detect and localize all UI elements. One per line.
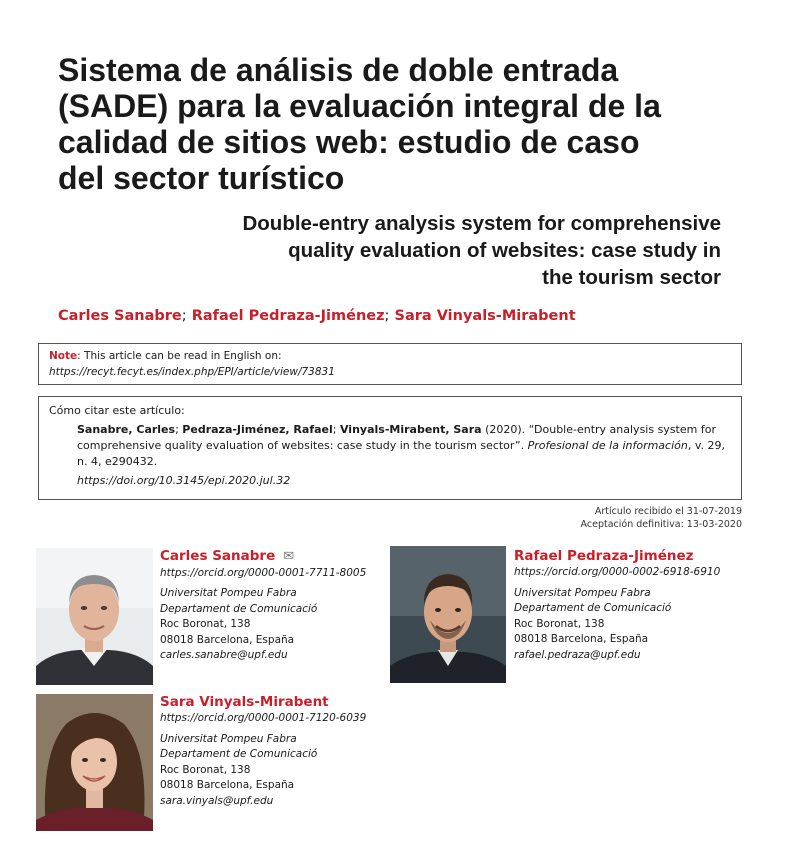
received-date: Artículo recibido el 31-07-2019 — [594, 506, 742, 517]
university: Universitat Pompeu Fabra — [514, 586, 651, 599]
city-address: 08018 Barcelona, España — [514, 633, 649, 645]
author-separator: ; — [181, 308, 187, 324]
title-line: (SADE) para la evaluación integral de la — [58, 88, 661, 124]
note-url-link[interactable]: https://recyt.fecyt.es/index.php/EPI/article/view/73831 — [49, 366, 335, 378]
email-link[interactable]: sara.vinyals@upf.edu — [160, 794, 274, 807]
citation-doi-link[interactable]: https://doi.org/10.3145/epi.2020.jul.32 — [77, 474, 291, 487]
envelope-icon[interactable]: ✉ — [283, 549, 295, 564]
person-name: Sara Vinyals-Mirabent — [160, 694, 329, 710]
title-line: del sector turístico — [58, 160, 345, 196]
title-line: calidad de sitios web: estudio de caso — [58, 124, 640, 160]
author-name[interactable]: Sara Vinyals-Mirabent — [394, 308, 576, 324]
department: Departament de Comunicació — [514, 602, 672, 614]
street-address: Roc Boronat, 138 — [160, 618, 251, 630]
department: Departament de Comunicació — [160, 602, 318, 615]
author-card-carles-sanabre — [160, 547, 366, 664]
subtitle-line: quality evaluation of websites: case study in — [288, 239, 721, 262]
note-text: : This article can be read in English on: — [77, 350, 282, 362]
citation-author: Pedraza-Jiménez, Rafael — [182, 423, 333, 436]
citation-author: Vinyals-Mirabent, Sara — [339, 423, 482, 436]
author-photo-carles-sanabre — [36, 548, 153, 685]
person-name: Rafael Pedraza-Jiménez — [514, 548, 694, 564]
article-title — [58, 52, 748, 196]
subtitle-line: the tourism sector — [542, 266, 721, 289]
citation-year: (2020). — [481, 423, 529, 436]
portrait-illustration — [36, 548, 153, 685]
author-list — [58, 308, 576, 324]
author-name[interactable]: Carles Sanabre — [58, 308, 182, 324]
citation-separator: ; — [332, 423, 337, 436]
email-link[interactable]: carles.sanabre@upf.edu — [160, 649, 288, 661]
citation-separator: ; — [175, 423, 179, 436]
author-card-rafael-pedraza-jimenez — [514, 547, 720, 663]
citation-box — [38, 396, 742, 500]
city-address: 08018 Barcelona, España — [160, 633, 295, 646]
citation-journal: Profesional de la información — [527, 439, 688, 452]
orcid-link[interactable]: https://orcid.org/0000-0001-7120-6039 — [160, 712, 367, 724]
orcid-link[interactable]: https://orcid.org/0000-0002-6918-6910 — [514, 566, 721, 578]
street-address: Roc Boronat, 138 — [160, 763, 251, 776]
title-line: Sistema de análisis de doble entrada — [58, 52, 619, 88]
author-photo-sara-vinyals-mirabent — [36, 694, 153, 831]
author-name[interactable]: Rafael Pedraza-Jiménez — [191, 308, 385, 324]
email-link[interactable]: rafael.pedraza@upf.edu — [514, 648, 641, 661]
department: Departament de Comunicació — [160, 748, 318, 760]
portrait-illustration — [390, 546, 506, 683]
person-name: Carles Sanabre — [160, 548, 276, 564]
citation-heading: Cómo citar este artículo: — [49, 404, 185, 417]
portrait-illustration — [36, 694, 153, 831]
article-dates — [581, 505, 742, 531]
street-address: Roc Boronat, 138 — [514, 617, 605, 630]
citation-body — [49, 422, 731, 489]
author-card-sara-vinyals-mirabent — [160, 693, 366, 809]
accepted-date: Aceptación definitiva: 13-03-2020 — [580, 519, 742, 530]
author-photo-rafael-pedraza-jimenez — [390, 546, 506, 683]
article-subtitle — [121, 210, 721, 291]
citation-article-title: “Double-entry analysis system for comprehensive quality evaluation of websites: case study in the tourism sector”. — [77, 423, 716, 452]
university: Universitat Pompeu Fabra — [160, 587, 297, 599]
subtitle-line: Double-entry analysis system for comprehensive — [242, 212, 721, 235]
orcid-link[interactable]: https://orcid.org/0000-0001-7711-8005 — [160, 566, 367, 579]
city-address: 08018 Barcelona, España — [160, 779, 295, 791]
english-note-box — [38, 343, 742, 385]
note-label: Note — [49, 350, 78, 362]
author-separator: ; — [384, 308, 390, 324]
citation-author: Sanabre, Carles — [77, 423, 176, 436]
university: Universitat Pompeu Fabra — [160, 732, 297, 745]
citation-volume: , v. 29, n. 4, e290432. — [77, 439, 725, 468]
